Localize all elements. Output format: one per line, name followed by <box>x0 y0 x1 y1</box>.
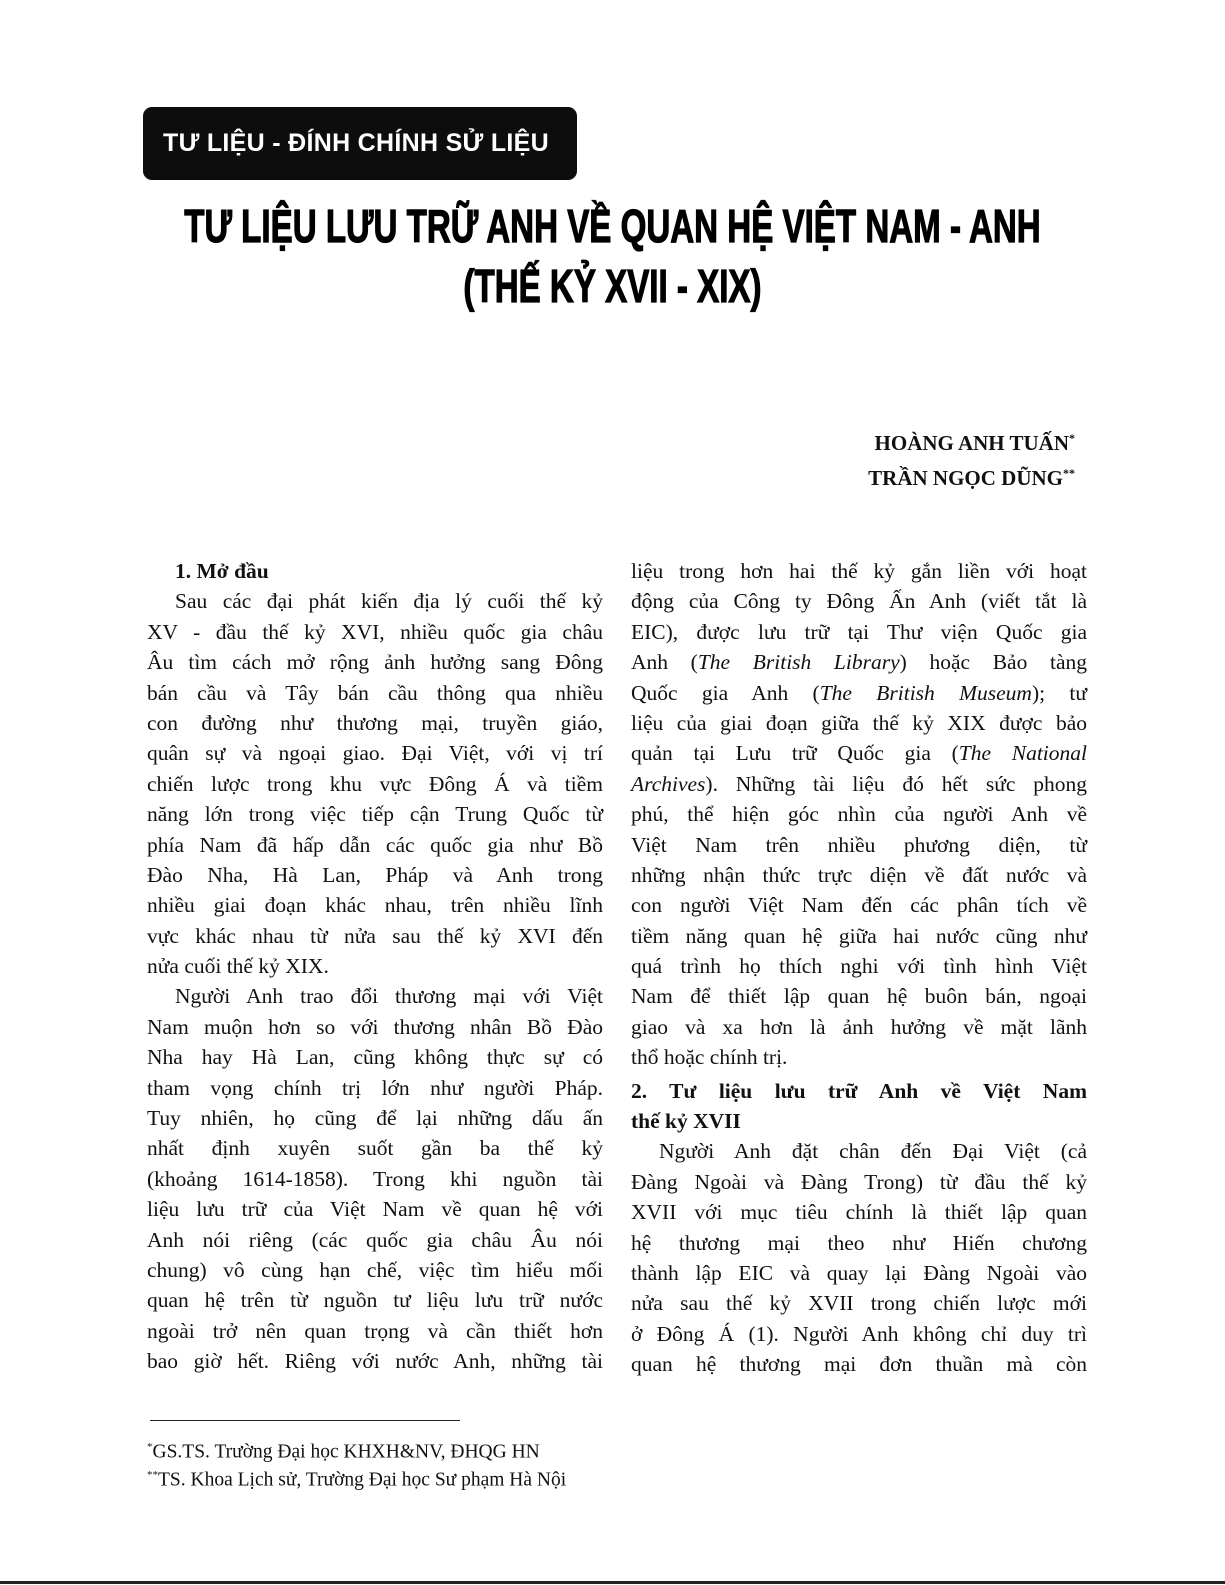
section-badge-label: TƯ LIỆU - ĐÍNH CHÍNH SỬ LIỆU <box>163 129 549 157</box>
paragraph-line: XV - đầu thế kỷ XVI, nhiều quốc gia châu <box>147 619 603 644</box>
italic-text: The British Museum <box>819 680 1032 705</box>
footnote-divider <box>150 1420 460 1421</box>
text-span: Anh ( <box>631 650 698 675</box>
footnote: *GS.TS. Trường Đại học KHXH&NV, ĐHQG HN <box>147 1441 540 1463</box>
paragraph-line: ngoài trở nên quan trọng và cần thiết hơn <box>147 1318 603 1343</box>
paragraph-line: quan hệ thương mại đơn thuần mà còn <box>631 1352 1087 1377</box>
paragraph-line: năng lớn trong việc tiếp cận Trung Quốc từ <box>147 802 603 827</box>
paragraph-line: Nha hay Hà Lan, cũng không thực sự có <box>147 1045 603 1070</box>
paragraph-line: hệ thương mại theo như Hiến chương <box>631 1230 1087 1255</box>
paragraph-line: liệu trong hơn hai thế kỷ gắn liền với hoạt <box>631 559 1087 583</box>
text-span: ) hoặc Bảo tàng <box>899 650 1087 675</box>
paragraph-line: liệu lưu trữ của Việt Nam về quan hệ với <box>147 1197 603 1222</box>
paragraph-line: XVII với mục tiêu chính là thiết lập quan <box>631 1200 1087 1225</box>
paragraph-line: nửa cuối thế kỷ XIX. <box>147 954 329 979</box>
paragraph-line: những nhận thức trực diện về đất nước và <box>631 862 1087 887</box>
paragraph-line: nửa sau thế kỷ XVII trong chiến lược mới <box>631 1291 1087 1316</box>
paragraph-line: liệu của giai đoạn giữa thế kỷ XIX được bảo <box>631 710 1087 735</box>
paragraph-line <box>631 738 1087 768</box>
italic-text: Archives <box>631 771 706 796</box>
paragraph-line: tiềm năng quan hệ giữa hai nước cũng như <box>631 923 1087 948</box>
paragraph-line: Đàng Ngoài và Đàng Trong) từ đầu thế kỷ <box>631 1169 1087 1194</box>
paragraph-line <box>631 647 1087 677</box>
paragraph-line: giao và xa hơn là ảnh hưởng về mặt lãnh <box>631 1014 1087 1039</box>
paragraph-line: Tuy nhiên, họ cũng để lại những dấu ấn <box>147 1106 603 1131</box>
paragraph-line: thành lập EIC và quay lại Đàng Ngoài vào <box>631 1260 1087 1285</box>
paragraph-line: Sau các đại phát kiến địa lý cuối thế kỷ <box>175 589 603 614</box>
paragraph-line: phía Nam đã hấp dẫn các quốc gia như Bồ <box>147 832 603 857</box>
paragraph-line: Anh nói riêng (các quốc gia châu Âu nói <box>147 1227 603 1252</box>
paragraph-line: phú, thể hiện góc nhìn của người Anh về <box>631 802 1087 827</box>
text-span: ); tư <box>1031 680 1087 705</box>
paragraph-line: nhiều giai đoạn khác nhau, trên nhiều lĩnh <box>147 893 603 918</box>
authors <box>868 423 1075 493</box>
paragraph-line: tham vọng chính trị lớn như người Pháp. <box>147 1075 603 1100</box>
paragraph-line: Việt Nam trên nhiều phương diện, từ <box>631 832 1087 857</box>
article-title-line: (THẾ KỶ XVII - XIX) <box>463 260 762 312</box>
text-span: Quốc gia Anh ( <box>631 680 820 705</box>
paragraph-line: chung) vô cùng hạn chế, việc tìm hiểu mối <box>147 1257 603 1282</box>
text-column-left <box>147 556 603 1377</box>
footnote: **TS. Khoa Lịch sử, Trường Đại học Sư phạm Hà Nội <box>147 1469 567 1491</box>
paragraph-line: con đường như thương mại, truyền giáo, <box>147 710 603 735</box>
italic-text: The National <box>958 741 1087 766</box>
paragraph-line: Nam để thiết lập quan hệ buôn bán, ngoại <box>631 984 1087 1009</box>
author: HOÀNG ANH TUẤN* <box>874 431 1075 455</box>
page-bottom-edge <box>0 1581 1225 1584</box>
paragraph-line: Âu tìm cách mở rộng ảnh hưởng sang Đông <box>147 650 603 675</box>
author: TRẦN NGỌC DŨNG** <box>868 466 1075 490</box>
text-span: ). Những tài liệu đó hết sức phong <box>705 771 1087 796</box>
paragraph-line: động của Công ty Đông Ấn Anh (viết tắt là <box>631 589 1087 614</box>
paragraph-line: quá trình họ thích nghi với tình hình Việt <box>631 954 1087 979</box>
paragraph-line: bao giờ hết. Riêng với nước Anh, những tài <box>147 1349 603 1374</box>
paragraph-line: con người Việt Nam đến các phân tích về <box>631 893 1087 918</box>
paragraph-line: bán cầu và Tây bán cầu thông qua nhiều <box>147 680 603 705</box>
text-column-right <box>631 556 1087 1380</box>
paragraph-line <box>631 678 1087 708</box>
section-heading: 2. Tư liệu lưu trữ Anh về Việt Nam <box>631 1078 1087 1103</box>
paragraph-line: (khoảng 1614-1858). Trong khi nguồn tài <box>147 1166 603 1191</box>
paragraph-line: Nam muộn hơn so với thương nhân Bồ Đào <box>147 1014 603 1039</box>
article-title-line: TƯ LIỆU LƯU TRỮ ANH VỀ QUAN HỆ VIỆT NAM - ANH <box>184 200 1041 252</box>
paragraph-line: quân sự và ngoại giao. Đại Việt, với vị trí <box>147 741 603 766</box>
article-title <box>0 196 1225 316</box>
paragraph-line: ở Đông Á (1). Người Anh không chỉ duy trì <box>631 1321 1087 1346</box>
italic-text: The British Library <box>697 650 900 675</box>
paragraph-line: Đào Nha, Hà Lan, Pháp và Anh trong <box>147 862 603 887</box>
text-span: quản tại Lưu trữ Quốc gia ( <box>631 741 959 766</box>
section-badge <box>143 107 577 180</box>
paragraph-line <box>631 769 1087 799</box>
paragraph-line: Người Anh đặt chân đến Đại Việt (cả <box>659 1139 1087 1164</box>
paragraph-line: thổ hoặc chính trị. <box>631 1045 788 1070</box>
paragraph-line: nhất định xuyên suốt gần ba thế kỷ <box>147 1136 603 1161</box>
section-heading: thế kỷ XVII <box>631 1109 741 1134</box>
section-heading: 1. Mở đầu <box>175 559 269 583</box>
paragraph-line: EIC), được lưu trữ tại Thư viện Quốc gia <box>631 619 1087 644</box>
paragraph-line: vực khác nhau từ nửa sau thế kỷ XVI đến <box>147 923 603 948</box>
paragraph-line: Người Anh trao đổi thương mại với Việt <box>175 984 603 1009</box>
paragraph-line: quan hệ trên từ nguồn tư liệu lưu trữ nước <box>147 1288 603 1313</box>
paragraph-line: chiến lược trong khu vực Đông Á và tiềm <box>147 771 603 796</box>
